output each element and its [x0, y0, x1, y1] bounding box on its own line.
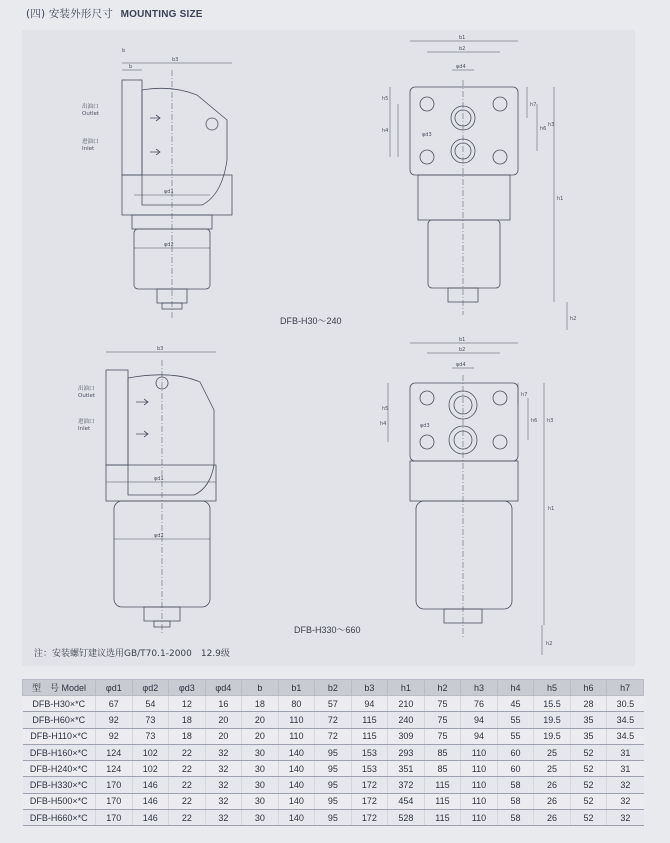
dim-h4-top: h4: [382, 128, 389, 134]
value-cell: 32: [607, 777, 644, 793]
value-cell: 26: [534, 777, 571, 793]
value-cell: 75: [424, 712, 461, 728]
model-cell: DFB-H160×*C: [23, 744, 96, 760]
dim-b1-bottom: b1: [459, 337, 466, 343]
value-cell: 110: [461, 810, 498, 826]
indicator: [206, 118, 218, 130]
column-header: h6: [570, 680, 607, 696]
value-cell: 30: [242, 793, 279, 809]
side-view-small: [122, 63, 232, 320]
value-cell: 94: [351, 696, 388, 712]
value-cell: 32: [205, 777, 242, 793]
value-cell: 110: [461, 793, 498, 809]
value-cell: 30: [242, 810, 279, 826]
dim-d3-top: φd3: [422, 132, 432, 138]
value-cell: 32: [205, 761, 242, 777]
value-cell: 115: [351, 728, 388, 744]
dim-b2-bottom: b2: [459, 347, 466, 353]
value-cell: 52: [570, 810, 607, 826]
outlet-label-en-top: Outlet: [82, 111, 100, 117]
outlet-label-cn-bottom: 出油口: [78, 386, 95, 392]
column-header: φd1: [96, 680, 133, 696]
value-cell: 351: [388, 761, 425, 777]
value-cell: 20: [205, 712, 242, 728]
spec-table: [22, 679, 644, 826]
value-cell: 72: [315, 728, 352, 744]
value-cell: 32: [205, 744, 242, 760]
column-header: b1: [278, 680, 315, 696]
value-cell: 19.5: [534, 712, 571, 728]
value-cell: 22: [169, 761, 206, 777]
section-title-en: MOUNTING SIZE: [120, 9, 203, 20]
value-cell: 22: [169, 810, 206, 826]
value-cell: 94: [461, 712, 498, 728]
value-cell: 172: [351, 793, 388, 809]
filter-head: [142, 88, 227, 205]
value-cell: 32: [607, 810, 644, 826]
value-cell: 72: [315, 712, 352, 728]
value-cell: 58: [497, 810, 534, 826]
outlet-label-cn-top: 出油口: [82, 104, 99, 110]
column-header: h2: [424, 680, 461, 696]
value-cell: 35: [570, 712, 607, 728]
value-cell: 110: [461, 777, 498, 793]
dim-h3-top: h3: [548, 122, 555, 128]
value-cell: 34.5: [607, 712, 644, 728]
value-cell: 67: [96, 696, 133, 712]
value-cell: 240: [388, 712, 425, 728]
value-cell: 52: [570, 744, 607, 760]
value-cell: 18: [169, 712, 206, 728]
model-cell: DFB-H240×*C: [23, 761, 96, 777]
value-cell: 95: [315, 810, 352, 826]
table-row: [23, 712, 644, 728]
model-label-bottom: DFB-H330～660: [294, 625, 361, 635]
value-cell: 110: [278, 712, 315, 728]
value-cell: 35: [570, 728, 607, 744]
value-cell: 32: [607, 793, 644, 809]
dim-b-top: b: [129, 64, 133, 70]
value-cell: 30: [242, 744, 279, 760]
column-header: h1: [388, 680, 425, 696]
value-cell: 124: [96, 761, 133, 777]
section-header: [26, 6, 203, 21]
model-cell: DFB-H660×*C: [23, 810, 96, 826]
dim-h1-bottom: h1: [548, 506, 555, 512]
value-cell: 15.5: [534, 696, 571, 712]
dim-d1-bottom: φd1: [154, 476, 164, 482]
value-cell: 20: [242, 712, 279, 728]
model-cell: DFB-H330×*C: [23, 777, 96, 793]
table-row: [23, 777, 644, 793]
value-cell: 110: [461, 761, 498, 777]
value-cell: 76: [461, 696, 498, 712]
model-label-top: DFB-H30～240: [280, 316, 342, 326]
value-cell: 55: [497, 728, 534, 744]
value-cell: 146: [132, 810, 169, 826]
outlet-label-en-bottom: Outlet: [78, 393, 96, 399]
inlet-label-en-top: Inlet: [82, 146, 95, 152]
value-cell: 146: [132, 793, 169, 809]
dim-b2-top: b2: [459, 46, 466, 52]
value-cell: 73: [132, 728, 169, 744]
table-row: [23, 728, 644, 744]
value-cell: 115: [351, 712, 388, 728]
value-cell: 115: [424, 810, 461, 826]
value-cell: 30: [242, 761, 279, 777]
column-header: 型 号 Model: [23, 680, 96, 696]
model-cell: DFB-H110×*C: [23, 728, 96, 744]
value-cell: 57: [315, 696, 352, 712]
installation-note: 注：安装螺钉建议选用GB/T70.1-2000 12.9级: [34, 649, 230, 659]
value-cell: 52: [570, 761, 607, 777]
value-cell: 20: [242, 728, 279, 744]
value-cell: 58: [497, 777, 534, 793]
value-cell: 26: [534, 793, 571, 809]
value-cell: 22: [169, 777, 206, 793]
spec-table-body: [23, 696, 644, 826]
value-cell: 293: [388, 744, 425, 760]
value-cell: 115: [424, 793, 461, 809]
value-cell: 18: [169, 728, 206, 744]
value-cell: 60: [497, 761, 534, 777]
dim-d4-top: φd4: [456, 64, 466, 70]
value-cell: 454: [388, 793, 425, 809]
value-cell: 140: [278, 777, 315, 793]
column-header: φd2: [132, 680, 169, 696]
value-cell: 73: [132, 712, 169, 728]
value-cell: 22: [169, 744, 206, 760]
value-cell: 92: [96, 712, 133, 728]
section-title-cn: (四) 安装外形尺寸: [26, 8, 114, 20]
value-cell: 140: [278, 793, 315, 809]
value-cell: 22: [169, 793, 206, 809]
column-header: h3: [461, 680, 498, 696]
value-cell: 30: [242, 777, 279, 793]
dim-h1-top: h1: [557, 196, 564, 202]
model-cell: DFB-H500×*C: [23, 793, 96, 809]
model-cell: DFB-H30×*C: [23, 696, 96, 712]
value-cell: 32: [205, 793, 242, 809]
front-view-small: [390, 41, 567, 330]
dim-h5-top: h5: [382, 96, 389, 102]
dim-h4-bottom: h4: [380, 421, 387, 427]
table-row: [23, 810, 644, 826]
mount-plate: [410, 87, 518, 175]
value-cell: 20: [205, 728, 242, 744]
column-header: h4: [497, 680, 534, 696]
column-header: b2: [315, 680, 352, 696]
dim-d2-bottom: φd2: [154, 533, 164, 539]
dim-h6-top: h6: [540, 126, 547, 132]
value-cell: 94: [461, 728, 498, 744]
value-cell: 55: [497, 712, 534, 728]
value-cell: 170: [96, 777, 133, 793]
value-cell: 25: [534, 761, 571, 777]
model-cell: DFB-H60×*C: [23, 712, 96, 728]
table-row: [23, 793, 644, 809]
dim-b1-top: b1: [459, 35, 466, 41]
value-cell: 115: [424, 777, 461, 793]
value-cell: 18: [242, 696, 279, 712]
column-header: b: [242, 680, 279, 696]
value-cell: 32: [205, 810, 242, 826]
value-cell: 34.5: [607, 728, 644, 744]
value-cell: 75: [424, 696, 461, 712]
column-header: φd4: [205, 680, 242, 696]
value-cell: 172: [351, 777, 388, 793]
technical-drawings: [22, 30, 635, 666]
table-row: [23, 744, 644, 760]
flow-arrow: [150, 115, 160, 121]
front-view-large: [388, 343, 544, 655]
table-row: [23, 696, 644, 712]
column-header: h5: [534, 680, 571, 696]
column-header: φd3: [169, 680, 206, 696]
inlet-label-cn-top: 进油口: [82, 139, 99, 145]
value-cell: 95: [315, 777, 352, 793]
value-cell: 110: [278, 728, 315, 744]
dim-h6-bottom: h6: [531, 418, 538, 424]
value-cell: 170: [96, 793, 133, 809]
value-cell: 153: [351, 744, 388, 760]
value-cell: 124: [96, 744, 133, 760]
value-cell: 85: [424, 761, 461, 777]
value-cell: 54: [132, 696, 169, 712]
dim-h7-bottom: h7: [521, 392, 528, 398]
dim-h2-bottom: h2: [546, 641, 553, 647]
value-cell: 16: [205, 696, 242, 712]
value-cell: 309: [388, 728, 425, 744]
dim-h5-bottom: h5: [382, 406, 389, 412]
table-row: [23, 761, 644, 777]
value-cell: 528: [388, 810, 425, 826]
value-cell: 85: [424, 744, 461, 760]
value-cell: 92: [96, 728, 133, 744]
column-header: h7: [607, 680, 644, 696]
value-cell: 31: [607, 744, 644, 760]
value-cell: 140: [278, 810, 315, 826]
mount-flange: [122, 80, 142, 175]
value-cell: 172: [351, 810, 388, 826]
value-cell: 210: [388, 696, 425, 712]
inlet-label-en-bottom: Inlet: [78, 426, 91, 432]
value-cell: 25: [534, 744, 571, 760]
drawing-panel: [22, 30, 635, 666]
value-cell: 45: [497, 696, 534, 712]
value-cell: 12: [169, 696, 206, 712]
dim-b3-top: b3: [172, 57, 179, 63]
value-cell: 140: [278, 761, 315, 777]
value-cell: 372: [388, 777, 425, 793]
value-cell: 153: [351, 761, 388, 777]
value-cell: 95: [315, 793, 352, 809]
value-cell: 170: [96, 810, 133, 826]
value-cell: 140: [278, 744, 315, 760]
value-cell: 110: [461, 744, 498, 760]
value-cell: 52: [570, 793, 607, 809]
dim-b3-bottom: b3: [157, 346, 164, 352]
inlet-label-cn-bottom: 进油口: [78, 419, 95, 425]
value-cell: 75: [424, 728, 461, 744]
dim-d3-bottom: φd3: [420, 423, 430, 429]
value-cell: 60: [497, 744, 534, 760]
value-cell: 30.5: [607, 696, 644, 712]
dim-d4-bottom: φd4: [456, 362, 466, 368]
value-cell: 146: [132, 777, 169, 793]
value-cell: 31: [607, 761, 644, 777]
value-cell: 28: [570, 696, 607, 712]
side-view-large: [106, 352, 216, 635]
value-cell: 58: [497, 793, 534, 809]
dim-h2-top: h2: [570, 316, 577, 322]
value-cell: 95: [315, 744, 352, 760]
value-cell: 19.5: [534, 728, 571, 744]
value-cell: 102: [132, 744, 169, 760]
value-cell: 52: [570, 777, 607, 793]
value-cell: 26: [534, 810, 571, 826]
value-cell: 102: [132, 761, 169, 777]
dim-d1-top: φd1: [164, 189, 174, 195]
value-cell: 95: [315, 761, 352, 777]
dim-h7-top: h7: [530, 102, 537, 108]
value-cell: 80: [278, 696, 315, 712]
dim-d2-top: φd2: [164, 242, 174, 248]
spec-table-header: [23, 680, 644, 696]
dim-h3-bottom: h3: [547, 418, 554, 424]
dim-b-label: b: [122, 48, 126, 54]
column-header: b3: [351, 680, 388, 696]
